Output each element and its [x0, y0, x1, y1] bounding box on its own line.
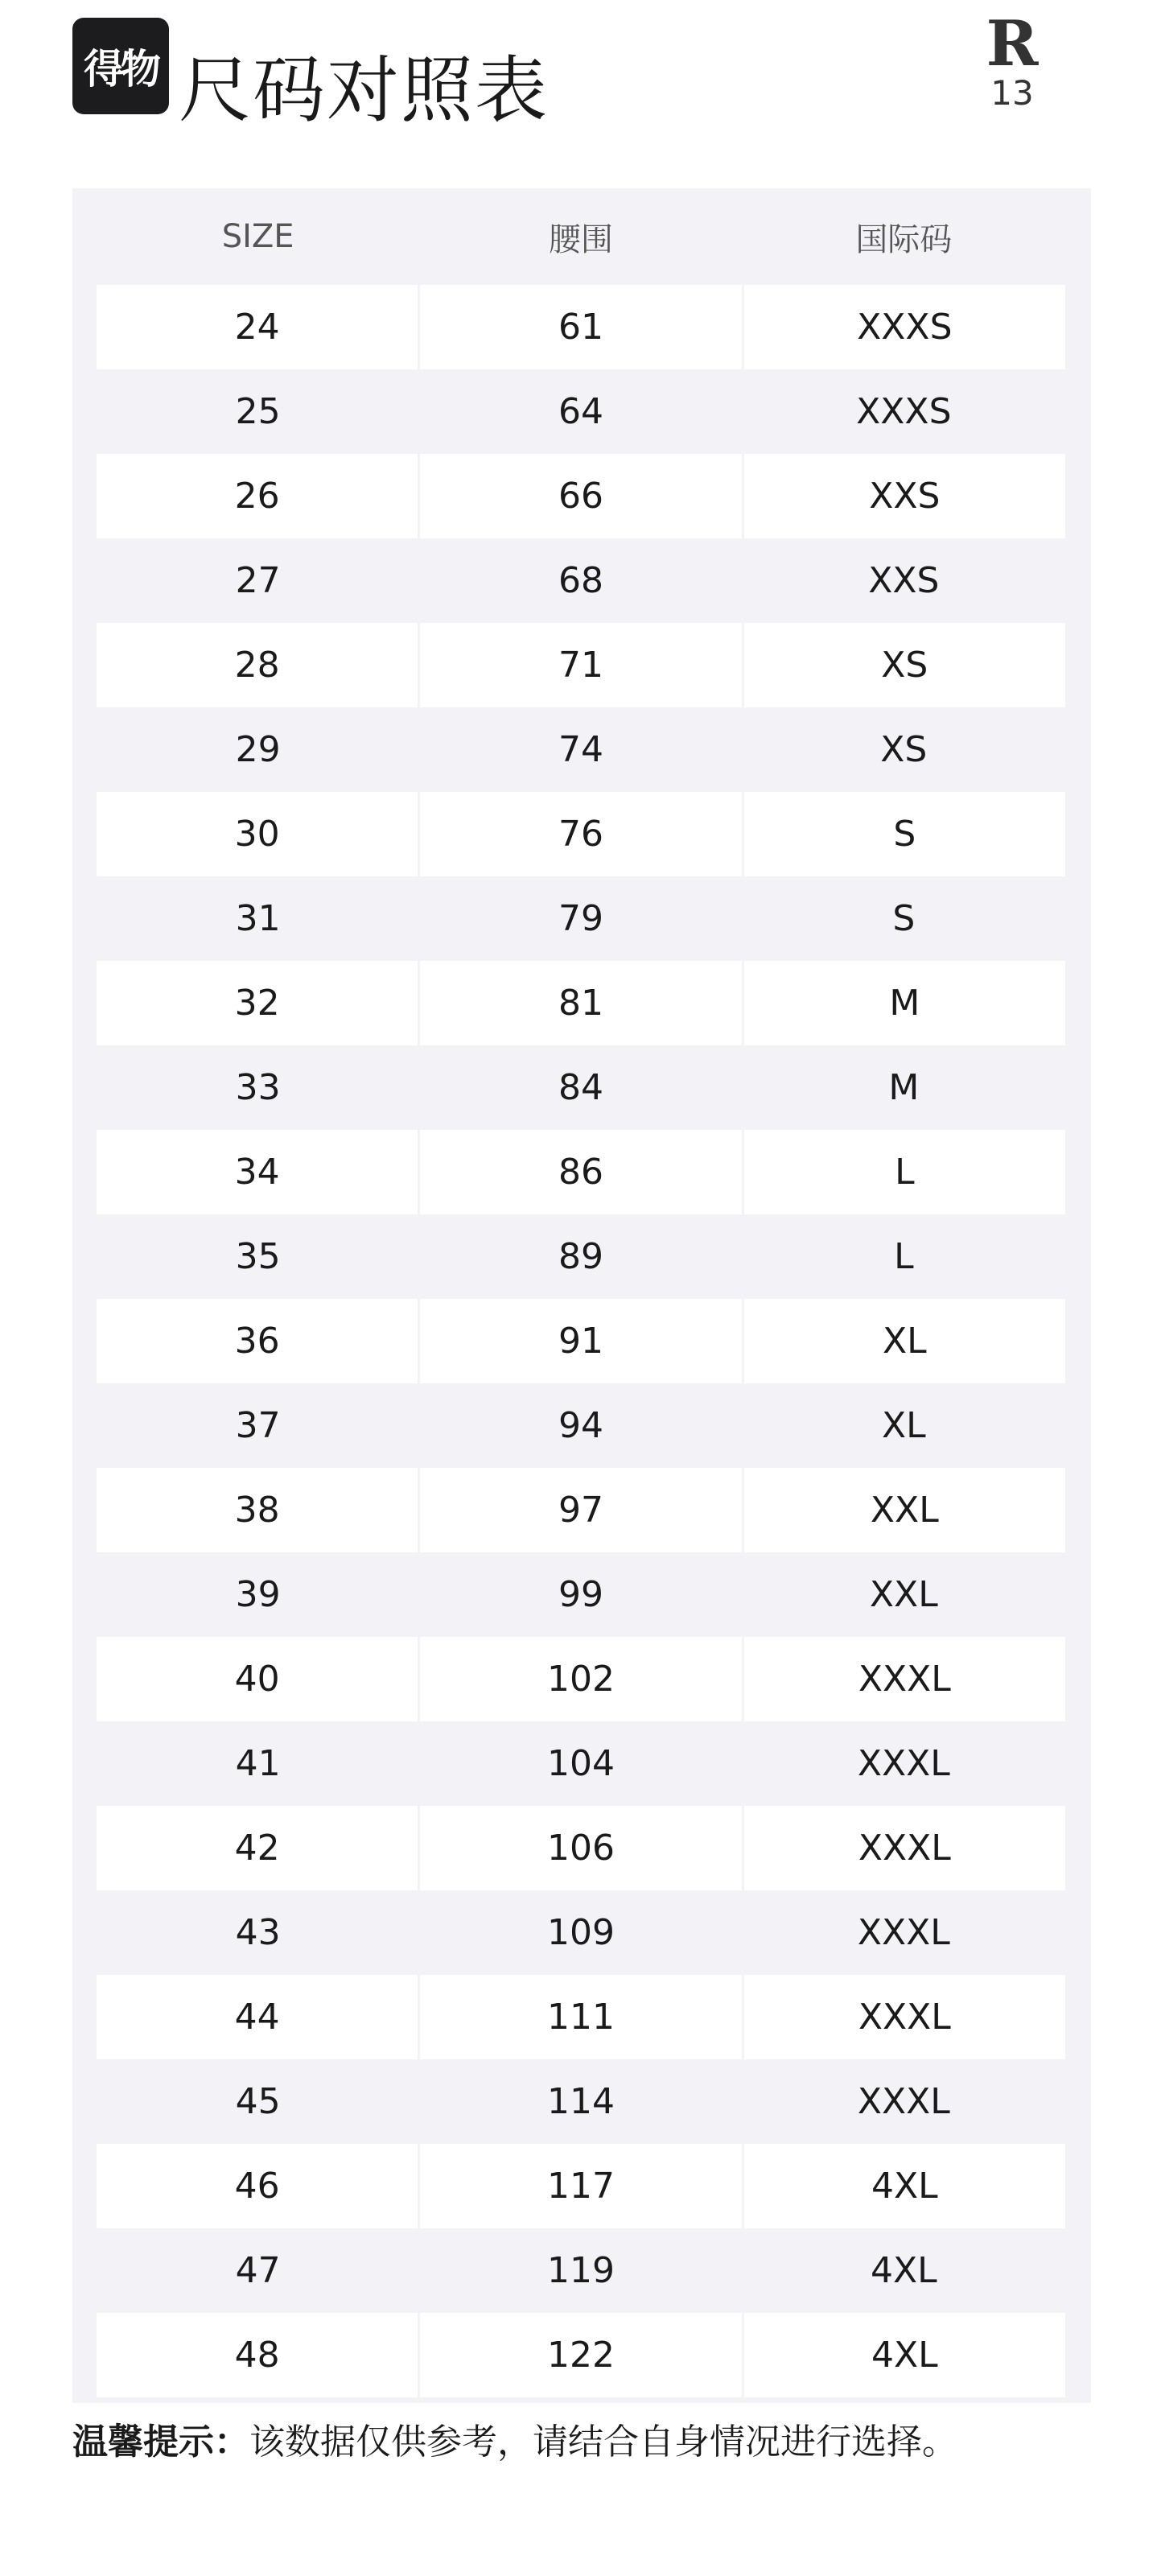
- table-row: [97, 1637, 1065, 1721]
- cell-intl-size: XXXL: [857, 1743, 950, 1784]
- brand-number: 13: [990, 73, 1034, 113]
- brand-letter: R: [986, 7, 1039, 80]
- cell-size: 26: [234, 476, 280, 517]
- table-row: [97, 623, 1065, 707]
- cell-waist: 91: [418, 1299, 741, 1383]
- size-chart-table: [72, 188, 1091, 2403]
- cell-intl-size: XXXL: [742, 1637, 1065, 1721]
- table-row: [97, 1975, 1065, 2059]
- cell-intl-size: L: [742, 1130, 1065, 1214]
- table-row: [97, 961, 1065, 1045]
- cell-waist: 64: [558, 391, 603, 432]
- cell-size: 41: [235, 1743, 281, 1784]
- cell-intl-size: M: [888, 1067, 920, 1108]
- cell-waist: 104: [547, 1743, 615, 1784]
- tip-note: [72, 2410, 957, 2475]
- dewu-logo: [72, 18, 169, 114]
- cell-size: 38: [234, 1490, 280, 1531]
- cell-waist: 97: [418, 1468, 741, 1552]
- cell-waist: 106: [418, 1806, 741, 1890]
- table-row: [97, 1890, 1065, 1975]
- table-row: [97, 285, 1065, 369]
- cell-size: 39: [235, 1574, 281, 1615]
- table-header: [97, 188, 1065, 285]
- table-row: [97, 2228, 1065, 2313]
- cell-size: 29: [235, 729, 281, 770]
- cell-size: 43: [235, 1912, 281, 1953]
- table-row: [97, 538, 1065, 623]
- cell-waist: 89: [558, 1236, 603, 1277]
- cell-size: 27: [235, 560, 281, 601]
- cell-intl-size: 4XL: [742, 2313, 1065, 2397]
- cell-waist: 66: [418, 454, 741, 538]
- cell-size: 24: [234, 307, 280, 348]
- cell-intl-size: XL: [742, 1299, 1065, 1383]
- cell-waist: 119: [547, 2250, 615, 2291]
- table-row: [97, 1045, 1065, 1130]
- cell-size: 47: [235, 2250, 281, 2291]
- cell-waist: 86: [418, 1130, 741, 1214]
- cell-size: 30: [234, 814, 280, 855]
- table-row: [97, 1721, 1065, 1806]
- column-header-size: SIZE: [221, 218, 294, 255]
- cell-waist: 117: [418, 2144, 741, 2228]
- table-row: [97, 1130, 1065, 1214]
- column-header-waist: 腰围: [548, 221, 613, 258]
- table-body: [97, 285, 1065, 2397]
- table-row: [97, 1383, 1065, 1468]
- table-row: [97, 707, 1065, 792]
- cell-intl-size: S: [892, 898, 916, 939]
- cell-size: 48: [234, 2335, 280, 2376]
- page-title: 尺码对照表: [179, 48, 549, 133]
- cell-intl-size: XXXS: [856, 391, 952, 432]
- cell-intl-size: XXL: [742, 1468, 1065, 1552]
- cell-size: 42: [234, 1828, 280, 1869]
- cell-intl-size: L: [894, 1236, 914, 1277]
- cell-intl-size: XXS: [742, 454, 1065, 538]
- cell-waist: 79: [558, 898, 603, 939]
- table-row: [97, 454, 1065, 538]
- table-row: [97, 2059, 1065, 2144]
- cell-waist: 114: [547, 2081, 615, 2122]
- cell-waist: 74: [558, 729, 603, 770]
- cell-waist: 94: [558, 1405, 603, 1446]
- table-row: [97, 792, 1065, 876]
- table-row: [97, 2144, 1065, 2228]
- table-row: [97, 876, 1065, 961]
- tip-text: 该数据仅供参考，请结合自身情况进行选择。: [249, 2421, 957, 2463]
- cell-size: 36: [234, 1321, 280, 1362]
- cell-waist: 111: [418, 1975, 741, 2059]
- table-row: [97, 369, 1065, 454]
- cell-size: 35: [235, 1236, 281, 1277]
- table-row: [97, 1299, 1065, 1383]
- cell-size: 44: [234, 1997, 280, 2038]
- cell-intl-size: XXXL: [857, 2081, 950, 2122]
- cell-waist: 76: [418, 792, 741, 876]
- cell-size: 40: [234, 1659, 280, 1700]
- cell-waist: 68: [558, 560, 603, 601]
- table-row: [97, 1214, 1065, 1299]
- cell-intl-size: XXXS: [742, 285, 1065, 369]
- cell-intl-size: XXL: [869, 1574, 938, 1615]
- cell-intl-size: 4XL: [742, 2144, 1065, 2228]
- cell-size: 34: [234, 1152, 280, 1193]
- brand-mark-logo: [980, 7, 1044, 117]
- cell-waist: 81: [418, 961, 741, 1045]
- cell-waist: 71: [418, 623, 741, 707]
- cell-intl-size: XL: [881, 1405, 926, 1446]
- cell-waist: 61: [418, 285, 741, 369]
- cell-size: 31: [235, 898, 281, 939]
- cell-size: 45: [235, 2081, 281, 2122]
- table-row: [97, 1806, 1065, 1890]
- cell-waist: 102: [418, 1637, 741, 1721]
- cell-size: 33: [235, 1067, 281, 1108]
- column-header-intl-size: 国际码: [855, 221, 953, 258]
- tip-label: 温馨提示：: [72, 2421, 249, 2463]
- cell-intl-size: XS: [742, 623, 1065, 707]
- cell-intl-size: XXXL: [742, 1975, 1065, 2059]
- cell-intl-size: XXS: [868, 560, 940, 601]
- cell-size: 28: [234, 645, 280, 686]
- cell-intl-size: XXXL: [742, 1806, 1065, 1890]
- table-row: [97, 1468, 1065, 1552]
- cell-size: 32: [234, 983, 280, 1024]
- cell-waist: 99: [558, 1574, 603, 1615]
- cell-size: 25: [235, 391, 281, 432]
- cell-waist: 109: [547, 1912, 615, 1953]
- table-row: [97, 1552, 1065, 1637]
- table-row: [97, 2313, 1065, 2397]
- cell-size: 37: [235, 1405, 281, 1446]
- cell-intl-size: XS: [880, 729, 928, 770]
- cell-waist: 84: [558, 1067, 603, 1108]
- cell-waist: 122: [418, 2313, 741, 2397]
- cell-intl-size: S: [742, 792, 1065, 876]
- logo-text: 得物: [84, 46, 158, 93]
- cell-intl-size: M: [742, 961, 1065, 1045]
- cell-intl-size: XXXL: [857, 1912, 950, 1953]
- cell-intl-size: 4XL: [870, 2250, 937, 2291]
- cell-size: 46: [234, 2166, 280, 2207]
